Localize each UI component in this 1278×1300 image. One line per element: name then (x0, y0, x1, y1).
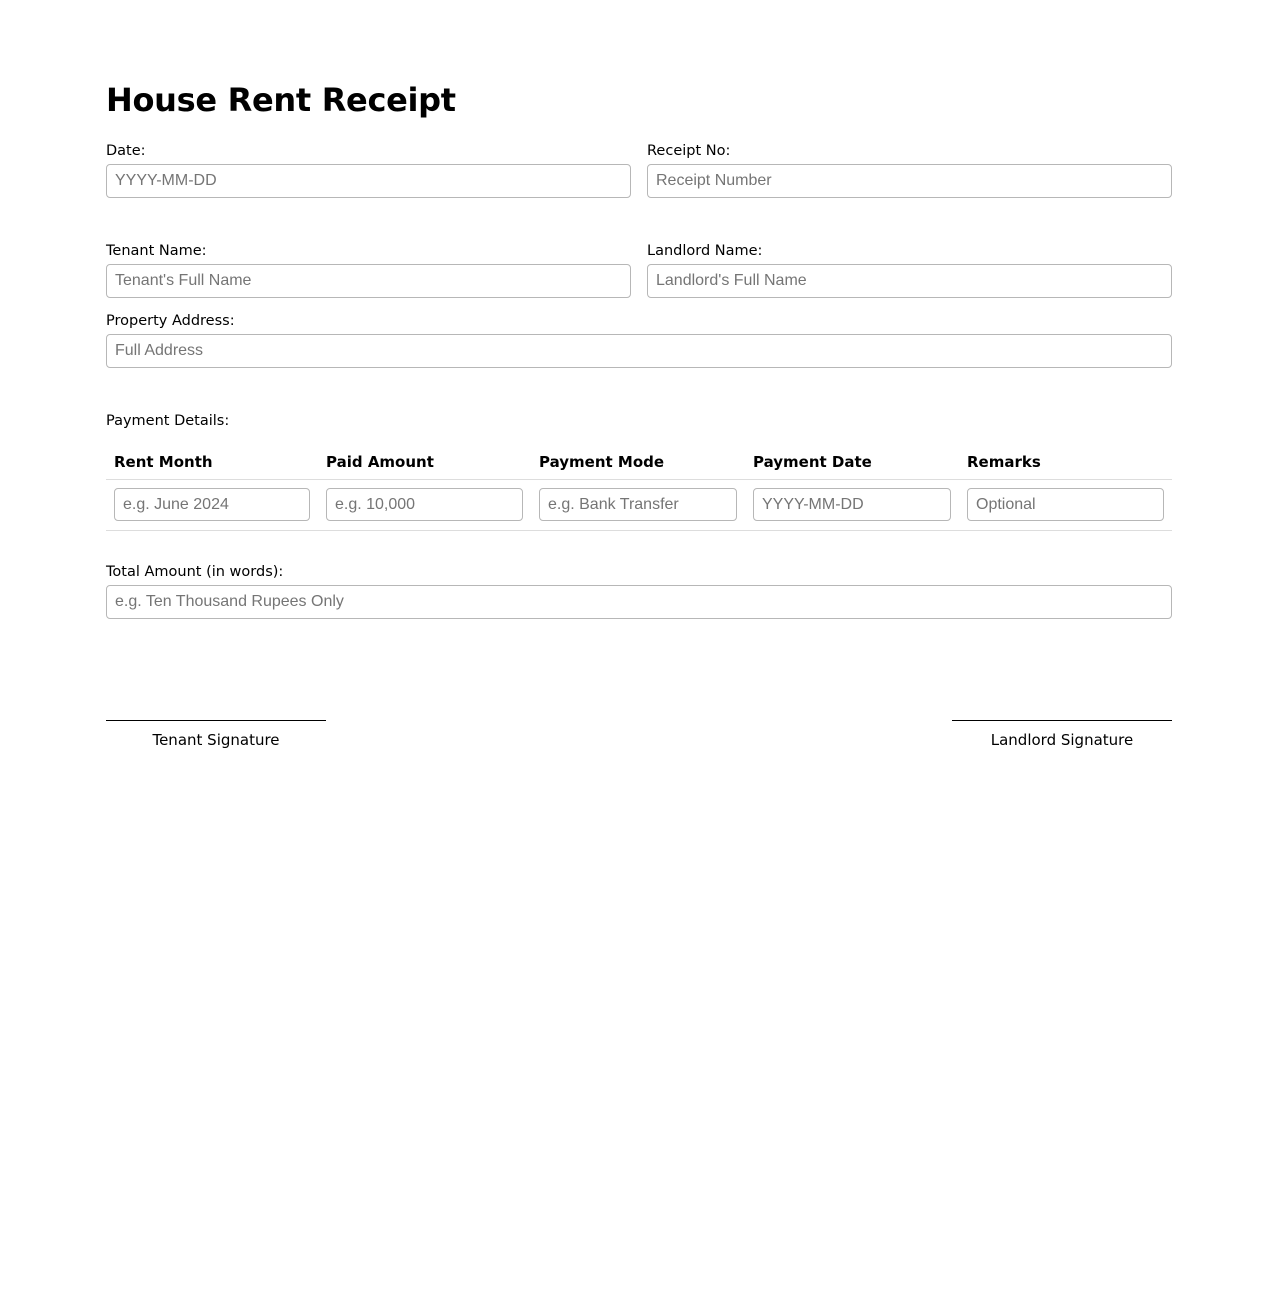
landlord-signature-line (952, 720, 1172, 721)
tenant-name-input[interactable] (106, 264, 631, 298)
landlord-signature-label: Landlord Signature (990, 731, 1134, 749)
total-amount-words-input[interactable] (106, 585, 1172, 619)
table-header-divider (106, 479, 1172, 480)
receipt-no-label: Receipt No: (647, 143, 731, 159)
column-header-paid-amount: Paid Amount (326, 453, 434, 471)
paid-amount-input[interactable] (326, 488, 523, 521)
rent-month-input[interactable] (114, 488, 310, 521)
remarks-input[interactable] (967, 488, 1164, 521)
payment-mode-input[interactable] (539, 488, 737, 521)
payment-details-label: Payment Details: (106, 413, 230, 429)
column-header-payment-mode: Payment Mode (539, 453, 665, 471)
page-title: House Rent Receipt (106, 81, 456, 119)
property-address-input[interactable] (106, 334, 1172, 368)
tenant-name-label: Tenant Name: (106, 243, 207, 259)
payment-date-input[interactable] (753, 488, 951, 521)
date-input[interactable] (106, 164, 631, 198)
tenant-signature-line (106, 720, 326, 721)
property-address-label: Property Address: (106, 313, 235, 329)
landlord-name-input[interactable] (647, 264, 1172, 298)
tenant-signature-label: Tenant Signature (152, 731, 280, 749)
receipt-no-input[interactable] (647, 164, 1172, 198)
table-row-divider (106, 530, 1172, 531)
landlord-name-label: Landlord Name: (647, 243, 763, 259)
date-label: Date: (106, 143, 146, 159)
column-header-remarks: Remarks (967, 453, 1041, 471)
total-amount-words-label: Total Amount (in words): (106, 564, 284, 580)
column-header-rent-month: Rent Month (114, 453, 213, 471)
column-header-payment-date: Payment Date (753, 453, 872, 471)
